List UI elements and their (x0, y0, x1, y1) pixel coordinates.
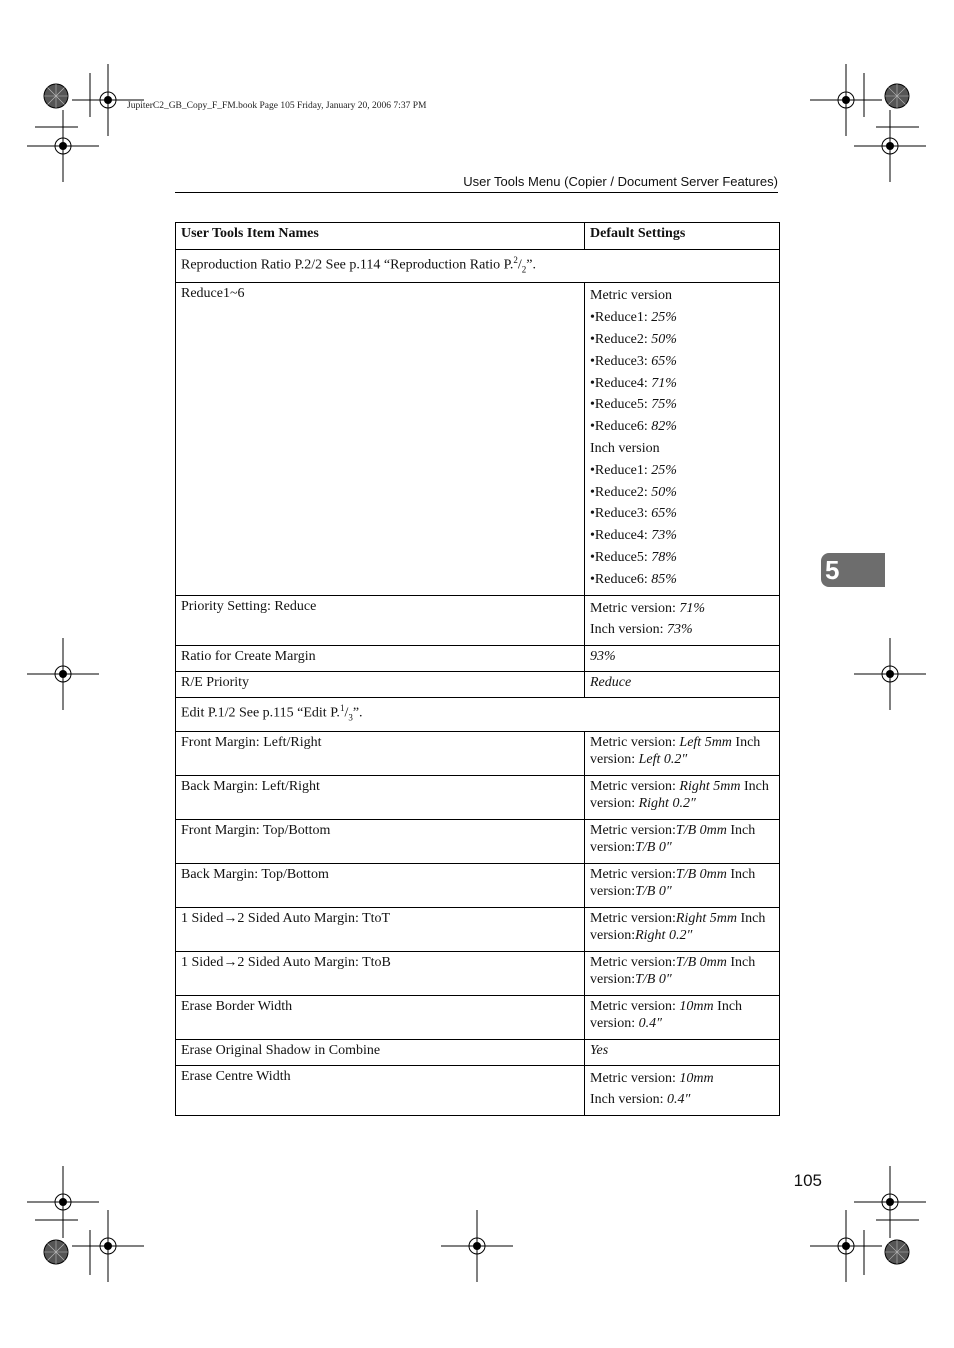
item-name: Reduce1~6 (176, 283, 585, 595)
section-row-reproduction-ratio (176, 250, 780, 283)
column-header-item-names: User Tools Item Names (176, 223, 585, 250)
default-value: Metric version:T/B 0mm Inch version:T/B 0″ (585, 863, 780, 907)
default-value: Metric version:T/B 0mm Inch version:T/B 0″ (585, 819, 780, 863)
page-number: 105 (793, 1171, 822, 1190)
item-name: Erase Original Shadow in Combine (176, 1039, 585, 1065)
default-value: Metric version •Reduce1: 25% •Reduce2: 50% •Reduce3: 65% •Reduce4: 71% •Reduce5: 75% •Reduce6: 82% Inch version •Reduce1: 25% •Reduce2: 50% •Reduce3: 65% •Reduce4: 73% •Reduce5: 78% •Reduce6: 85% (585, 283, 780, 595)
item-name: Erase Centre Width (176, 1065, 585, 1116)
table-row (176, 995, 780, 1039)
header-rule (175, 192, 778, 193)
default-value: 93% (585, 646, 780, 672)
item-name: 1 Sided→2 Sided Auto Margin: TtoT (176, 907, 585, 951)
table-row (176, 672, 780, 698)
default-value: Metric version: 71% Inch version: 73% (585, 595, 780, 646)
column-header-default-settings: Default Settings (585, 223, 780, 250)
table-row (176, 775, 780, 819)
print-info: JupiterC2_GB_Copy_F_FM.book Page 105 Friday, January 20, 2006 7:37 PM (127, 101, 427, 111)
section-row-edit (176, 698, 780, 731)
chapter-tab: 5 (821, 553, 885, 587)
default-value: Metric version:T/B 0mm Inch version:T/B 0″ (585, 951, 780, 995)
table-row (176, 1039, 780, 1065)
item-name: Priority Setting: Reduce (176, 595, 585, 646)
item-name: Back Margin: Top/Bottom (176, 863, 585, 907)
table-row (176, 595, 780, 646)
item-name: Back Margin: Left/Right (176, 775, 585, 819)
item-name: Front Margin: Left/Right (176, 731, 585, 775)
settings-table (175, 222, 780, 1116)
table-row (176, 819, 780, 863)
default-value: Reduce (585, 672, 780, 698)
default-value: Yes (585, 1039, 780, 1065)
table-row (176, 863, 780, 907)
table-row (176, 907, 780, 951)
default-value: Metric version: Left 5mm Inch version: Left 0.2″ (585, 731, 780, 775)
default-value: Metric version: 10mm Inch version: 0.4″ (585, 995, 780, 1039)
table-row (176, 283, 780, 595)
item-name: 1 Sided→2 Sided Auto Margin: TtoB (176, 951, 585, 995)
table-row (176, 646, 780, 672)
section-reference-edit: Edit P.1/2 See p.115 “Edit $P.^1/_3$”. (176, 698, 780, 731)
table-row (176, 951, 780, 995)
item-name: R/E Priority (176, 672, 585, 698)
table-row (176, 1065, 780, 1116)
default-value: Metric version: Right 5mm Inch version: Right 0.2″ (585, 775, 780, 819)
section-reference-reproduction: Reproduction Ratio P.2/2 See p.114 “Reproduction Ratio $P.^2/_2$”. (176, 250, 780, 283)
table-row (176, 731, 780, 775)
item-name: Ratio for Create Margin (176, 646, 585, 672)
default-value: Metric version: 10mm Inch version: 0.4″ (585, 1065, 780, 1116)
item-name: Erase Border Width (176, 995, 585, 1039)
running-header: User Tools Menu (Copier / Document Server Features) (463, 174, 778, 189)
table-header-row (176, 223, 780, 250)
default-value: Metric version:Right 5mm Inch version:Right 0.2″ (585, 907, 780, 951)
item-name: Front Margin: Top/Bottom (176, 819, 585, 863)
